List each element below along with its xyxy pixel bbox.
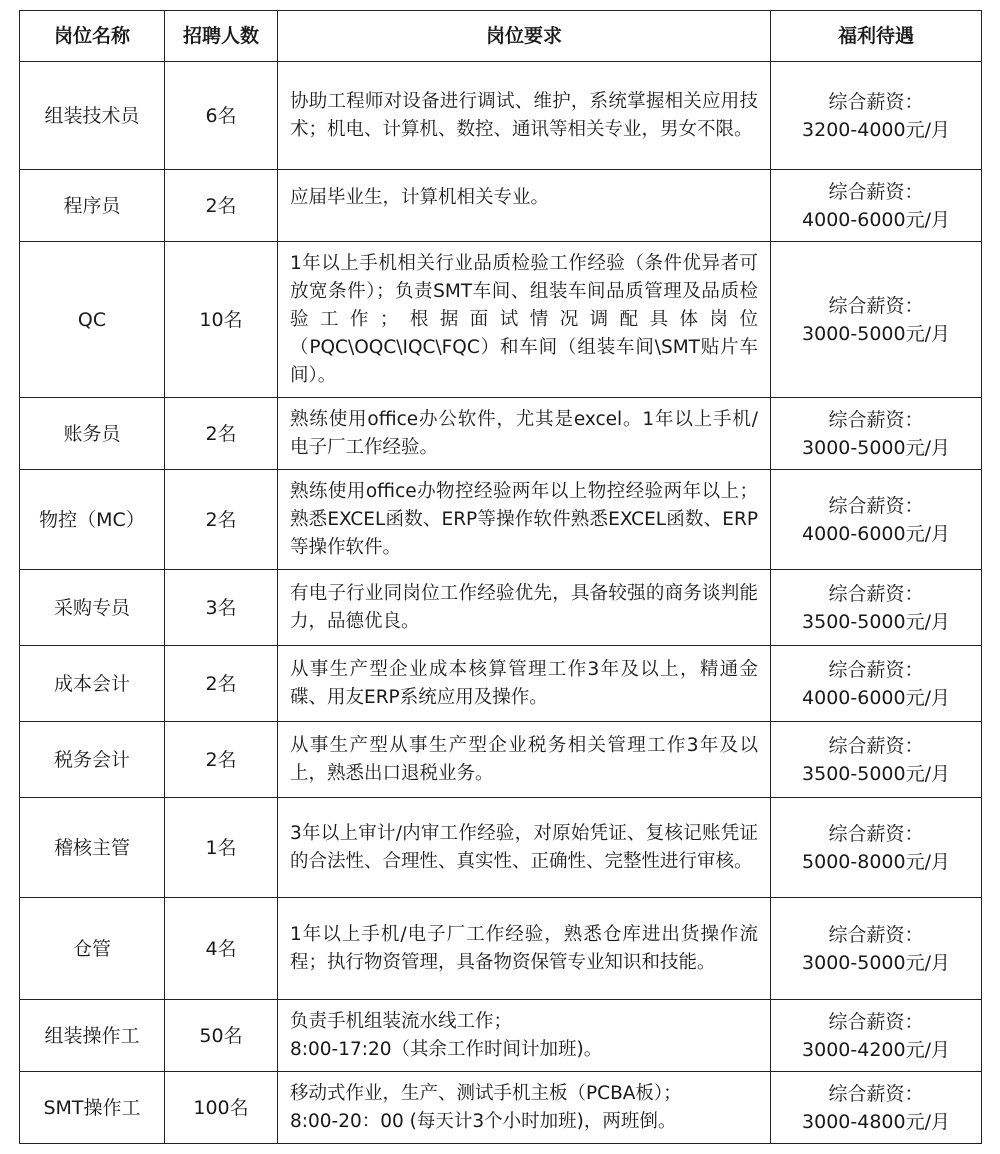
salary-label: 综合薪资： xyxy=(828,582,924,605)
position-name: 程序员 xyxy=(20,170,165,242)
table-row xyxy=(20,898,982,1000)
salary-label: 综合薪资： xyxy=(828,408,924,431)
headcount: 1名 xyxy=(165,798,278,898)
table-header xyxy=(20,11,982,62)
header-position-name: 岗位名称 xyxy=(20,11,165,62)
requirement: 1年以上手机/电子厂工作经验，熟悉仓库进出货操作流程；执行物资管理，具备物资保管专业知识和技能。 xyxy=(278,898,771,1000)
requirement: 1年以上手机相关行业品质检验工作经验（条件优异者可放宽条件）；负责SMT车间、组装车间品质管理及品质检验工作；根据面试情况调配具体岗位（PQC\OQC\IQC\FQC）和车间（组装车间\SMT贴片车间）。 xyxy=(278,242,771,398)
table-row xyxy=(20,798,982,898)
position-name: 税务会计 xyxy=(20,722,165,798)
salary-label: 综合薪资： xyxy=(828,734,924,757)
salary-range: 3000-4800元/月 xyxy=(802,1110,950,1133)
table-row xyxy=(20,242,982,398)
salary-range: 5000-8000元/月 xyxy=(802,850,950,873)
headcount: 2名 xyxy=(165,722,278,798)
table-row xyxy=(20,570,982,646)
salary-range: 3000-5000元/月 xyxy=(802,322,950,345)
salary-range: 4000-6000元/月 xyxy=(802,522,950,545)
salary-label: 综合薪资： xyxy=(828,90,924,113)
requirement: 熟练使用office办物控经验两年以上物控经验两年以上；熟悉EXCEL函数、ERP等操作软件熟悉EXCEL函数、ERP等操作软件。 xyxy=(278,470,771,570)
salary-label: 综合薪资： xyxy=(828,294,924,317)
table-row xyxy=(20,722,982,798)
requirement: 负责手机组装流水线工作； 8:00-17:20（其余工作时间计加班)。 xyxy=(278,1000,771,1072)
table-row xyxy=(20,1000,982,1072)
table-row xyxy=(20,398,982,470)
salary-label: 综合薪资： xyxy=(828,1010,924,1033)
position-name: SMT操作工 xyxy=(20,1072,165,1144)
position-name: 组装操作工 xyxy=(20,1000,165,1072)
position-name: QC xyxy=(20,242,165,398)
table-row xyxy=(20,62,982,170)
headcount: 6名 xyxy=(165,62,278,170)
salary-range: 3000-5000元/月 xyxy=(802,436,950,459)
salary xyxy=(771,470,982,570)
salary-label: 综合薪资： xyxy=(828,180,924,203)
salary-label: 综合薪资： xyxy=(828,658,924,681)
recruitment-table-sheet xyxy=(19,10,981,1144)
salary xyxy=(771,798,982,898)
position-name: 仓管 xyxy=(20,898,165,1000)
requirement: 有电子行业同岗位工作经验优先，具备较强的商务谈判能力，品德优良。 xyxy=(278,570,771,646)
headcount: 2名 xyxy=(165,470,278,570)
header-row xyxy=(20,11,982,62)
requirement: 应届毕业生，计算机相关专业。 xyxy=(278,170,771,242)
salary xyxy=(771,242,982,398)
table-row xyxy=(20,1072,982,1144)
salary xyxy=(771,570,982,646)
header-requirements: 岗位要求 xyxy=(278,11,771,62)
headcount: 10名 xyxy=(165,242,278,398)
salary-label: 综合薪资： xyxy=(828,822,924,845)
requirement: 移动式作业，生产、测试手机主板（PCBA板）； 8:00-20：00 (每天计3个小时加班)，两班倒。 xyxy=(278,1072,771,1144)
salary xyxy=(771,398,982,470)
position-name: 账务员 xyxy=(20,398,165,470)
requirement: 从事生产型企业成本核算管理工作3年及以上，精通金碟、用友ERP系统应用及操作。 xyxy=(278,646,771,722)
requirement: 协助工程师对设备进行调试、维护，系统掌握相关应用技术；机电、计算机、数控、通讯等相关专业，男女不限。 xyxy=(278,62,771,170)
table-row xyxy=(20,170,982,242)
headcount: 2名 xyxy=(165,398,278,470)
requirement: 熟练使用office办公软件，尤其是excel。1年以上手机/电子厂工作经验。 xyxy=(278,398,771,470)
salary xyxy=(771,1000,982,1072)
salary-range: 3500-5000元/月 xyxy=(802,762,950,785)
position-name: 组装技术员 xyxy=(20,62,165,170)
salary xyxy=(771,1072,982,1144)
salary xyxy=(771,646,982,722)
table-body xyxy=(20,62,982,1144)
headcount: 3名 xyxy=(165,570,278,646)
salary-range: 3500-5000元/月 xyxy=(802,610,950,633)
position-name: 采购专员 xyxy=(20,570,165,646)
salary-label: 综合薪资： xyxy=(828,1082,924,1105)
headcount: 50名 xyxy=(165,1000,278,1072)
salary xyxy=(771,722,982,798)
requirement: 从事生产型从事生产型企业税务相关管理工作3年及以上，熟悉出口退税业务。 xyxy=(278,722,771,798)
position-name: 物控（MC） xyxy=(20,470,165,570)
salary-range: 3000-4200元/月 xyxy=(802,1038,950,1061)
salary-label: 综合薪资： xyxy=(828,494,924,517)
salary xyxy=(771,170,982,242)
headcount: 2名 xyxy=(165,646,278,722)
salary xyxy=(771,62,982,170)
salary-range: 4000-6000元/月 xyxy=(802,686,950,709)
salary-range: 3000-5000元/月 xyxy=(802,951,950,974)
header-headcount: 招聘人数 xyxy=(165,11,278,62)
salary xyxy=(771,898,982,1000)
table-row xyxy=(20,646,982,722)
table-row xyxy=(20,470,982,570)
salary-range: 3200-4000元/月 xyxy=(802,118,950,141)
requirement: 3年以上审计/内审工作经验，对原始凭证、复核记账凭证的合法性、合理性、真实性、正确性、完整性进行审核。 xyxy=(278,798,771,898)
salary-label: 综合薪资： xyxy=(828,923,924,946)
position-name: 稽核主管 xyxy=(20,798,165,898)
salary-range: 4000-6000元/月 xyxy=(802,208,950,231)
headcount: 4名 xyxy=(165,898,278,1000)
recruitment-table xyxy=(19,10,982,1144)
headcount: 2名 xyxy=(165,170,278,242)
header-benefits: 福利待遇 xyxy=(771,11,982,62)
position-name: 成本会计 xyxy=(20,646,165,722)
headcount: 100名 xyxy=(165,1072,278,1144)
